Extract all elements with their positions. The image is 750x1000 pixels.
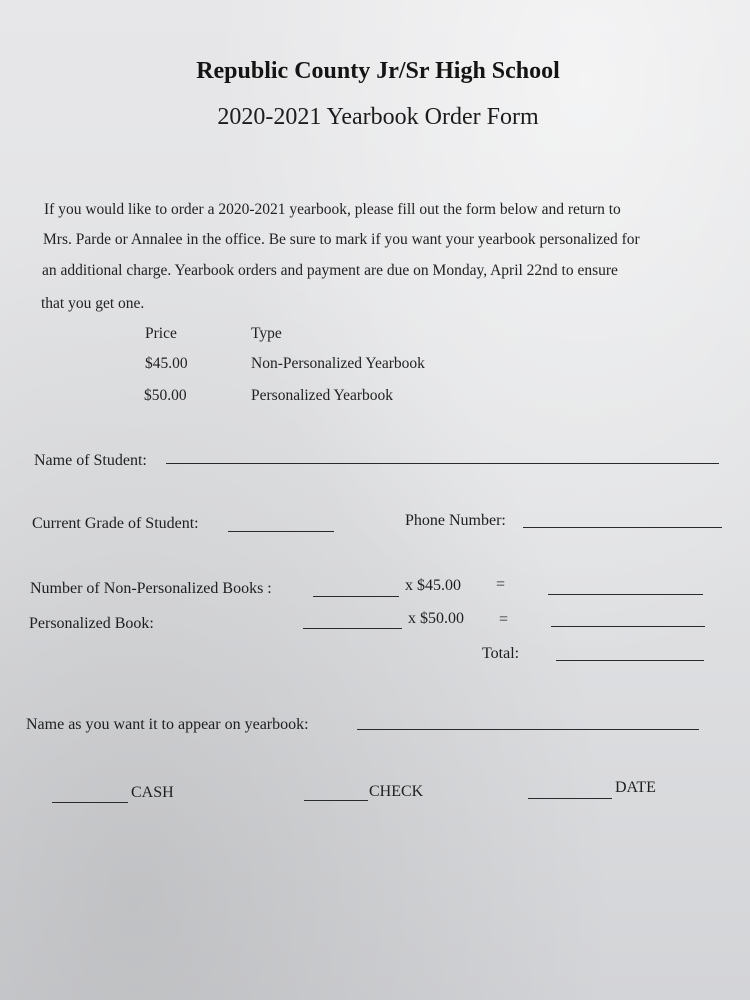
price-row-1-type: Non-Personalized Yearbook [251, 355, 425, 372]
total-label: Total: [482, 645, 520, 662]
personalized-subtotal-blank[interactable] [551, 626, 705, 627]
personalized-book-label: Personalized Book: [29, 615, 154, 632]
check-blank[interactable] [304, 800, 368, 801]
price-header: Price [145, 325, 177, 342]
intro-line-2: Mrs. Parde or Annalee in the office. Be sure to mark if you want your yearbook personalized for [43, 231, 640, 248]
price-row-2-price: $50.00 [144, 387, 187, 404]
date-blank[interactable] [528, 798, 612, 799]
form-title: 2020-2021 Yearbook Order Form [217, 104, 539, 130]
name-of-student-blank[interactable] [166, 463, 719, 464]
non-personalized-subtotal-blank[interactable] [548, 594, 703, 595]
school-name: Republic County Jr/Sr High School [196, 58, 560, 84]
cash-label: CASH [131, 784, 174, 801]
non-personalized-books-label: Number of Non-Personalized Books : [30, 580, 272, 597]
check-label: CHECK [369, 783, 424, 800]
total-blank[interactable] [556, 660, 704, 661]
type-header: Type [251, 325, 282, 342]
intro-line-3: an additional charge. Yearbook orders and payment are due on Monday, April 22nd to ensure [42, 262, 618, 279]
non-personalized-multiplier: x $45.00 [405, 577, 461, 594]
intro-line-4: that you get one. [41, 295, 145, 312]
price-row-2-type: Personalized Yearbook [251, 387, 394, 404]
personalized-quantity-blank[interactable] [303, 628, 402, 629]
name-of-student-label: Name of Student: [34, 452, 147, 469]
phone-number-blank[interactable] [523, 527, 722, 528]
name-on-yearbook-label: Name as you want it to appear on yearbook: [26, 716, 309, 733]
personalized-equals: = [499, 611, 509, 628]
non-personalized-quantity-blank[interactable] [313, 596, 399, 597]
cash-blank[interactable] [52, 802, 128, 803]
current-grade-label: Current Grade of Student: [32, 515, 199, 532]
price-row-1-price: $45.00 [145, 355, 188, 372]
phone-number-label: Phone Number: [405, 512, 506, 529]
name-on-yearbook-blank[interactable] [357, 729, 699, 730]
personalized-multiplier: x $50.00 [408, 610, 464, 627]
current-grade-blank[interactable] [228, 531, 334, 532]
date-label: DATE [615, 779, 656, 796]
non-personalized-equals: = [496, 576, 506, 593]
intro-line-1: If you would like to order a 2020-2021 yearbook, please fill out the form below and return to [44, 201, 621, 218]
